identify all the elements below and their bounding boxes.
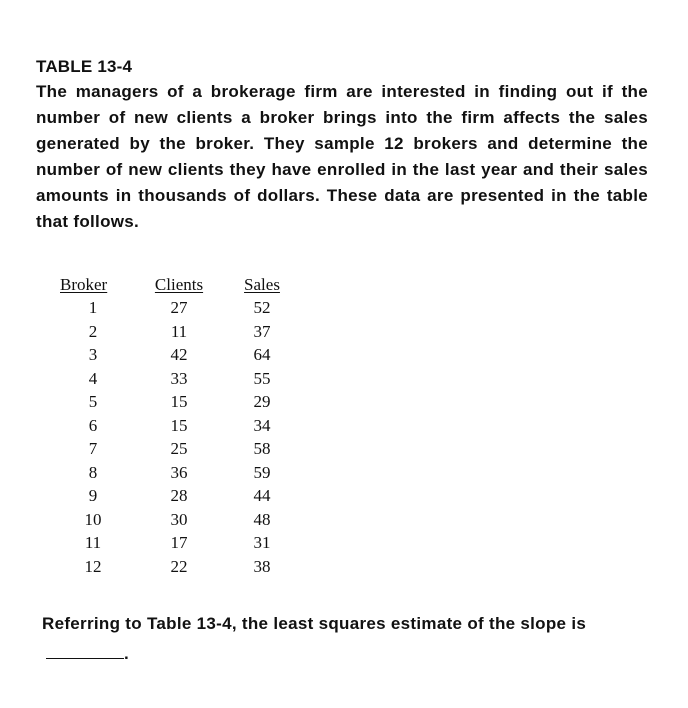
cell-sales: 55	[253, 368, 271, 388]
answer-blank	[46, 644, 124, 659]
cell-sales: 44	[253, 486, 271, 505]
cell-broker: 11	[84, 533, 102, 552]
question-prompt: Referring to Table 13-4, the least squares estimate of the slope is	[42, 614, 587, 633]
cell-clients: 25	[170, 439, 188, 458]
table-row	[56, 484, 296, 508]
table-row	[56, 437, 296, 461]
table-header-row	[56, 274, 296, 296]
cell-sales: 58	[253, 439, 271, 458]
table-row	[56, 296, 296, 320]
cell-clients: 15	[170, 392, 188, 411]
cell-clients: 27	[170, 298, 188, 317]
cell-broker: 6	[88, 415, 98, 435]
cell-broker: 7	[88, 439, 98, 458]
table-row	[56, 461, 296, 485]
cell-broker: 4	[88, 368, 98, 388]
cell-clients: 11	[170, 321, 188, 341]
cell-sales: 34	[253, 415, 271, 435]
cell-broker: 2	[88, 321, 98, 341]
cell-clients: 22	[170, 556, 188, 576]
table-row	[56, 367, 296, 391]
cell-broker: 3	[88, 345, 98, 364]
cell-clients: 30	[170, 509, 188, 529]
question-text	[42, 609, 648, 669]
cell-sales: 48	[253, 509, 271, 529]
table-row	[56, 555, 296, 579]
cell-sales: 59	[253, 462, 271, 482]
table-row	[56, 531, 296, 555]
table-body	[56, 296, 296, 578]
cell-broker: 1	[88, 298, 98, 317]
table-row	[56, 320, 296, 344]
intro-paragraph: The managers of a brokerage firm are interested in finding out if the number of new clients a broker brings into the firm affects the sales generated by the broker. They sample 12 brokers and determine the number of new clients they have enrolled in the last year and their sales amounts in thousands of dollars. These data are presented in the table that follows.	[36, 82, 648, 231]
cell-clients: 36	[170, 462, 188, 482]
cell-clients: 17	[170, 533, 188, 552]
table-row	[56, 508, 296, 532]
cell-broker: 5	[88, 392, 98, 411]
cell-sales: 52	[253, 298, 271, 317]
cell-clients: 42	[170, 345, 188, 364]
cell-sales: 64	[253, 345, 271, 364]
header-broker: Broker	[60, 275, 108, 294]
cell-sales: 37	[253, 321, 271, 341]
cell-broker: 9	[88, 486, 98, 505]
cell-sales: 29	[253, 392, 271, 411]
table-title: TABLE 13-4	[36, 57, 133, 76]
data-table	[56, 274, 296, 578]
cell-clients: 15	[170, 415, 188, 435]
cell-clients: 33	[170, 368, 188, 388]
table-row	[56, 390, 296, 414]
cell-broker: 8	[88, 462, 98, 482]
cell-broker: 12	[84, 556, 102, 576]
cell-broker: 10	[84, 509, 102, 529]
table-row	[56, 414, 296, 438]
cell-sales: 38	[253, 556, 271, 576]
header-sales: Sales	[244, 275, 280, 294]
cell-sales: 31	[253, 533, 271, 552]
table-row	[56, 343, 296, 367]
header-clients: Clients	[154, 275, 204, 294]
question-end: .	[124, 644, 130, 663]
cell-clients: 28	[170, 486, 188, 505]
